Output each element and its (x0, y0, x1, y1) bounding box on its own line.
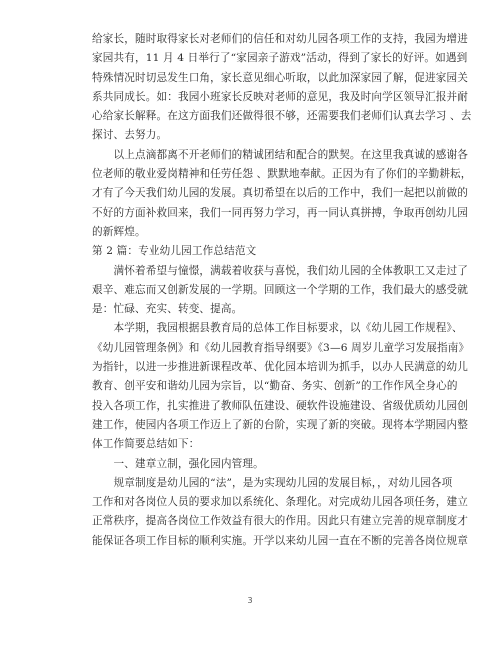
text-line: 体工作简要总结如下： (92, 438, 200, 451)
text-line: 艰辛、难忘而又创新发展的一学期。回顾这一个学期的工作，我们最大的感受就 (92, 283, 469, 296)
subsection-heading: 一、建章立制，强化园内管理。 (92, 457, 264, 470)
text-line: 的新辉煌。 (92, 225, 146, 238)
text-line: 家园共有，11 月 4 日举行了“家园亲子游戏”活动，得到了家长的好评。如遇到 (92, 52, 468, 65)
text-line: 不好的方面补救回来，我们一同再努力学习，再一同认真拼搏，争取再创幼儿园 (92, 206, 469, 219)
text-line: 《幼儿园管理条例》和《幼儿园教育指导纲要》《3—6 周岁儿童学习发展指南》 (92, 341, 470, 354)
text-line: 系共同成长。如：我园小班家长反映对老师的意见，我及时向学区领导汇报并耐 (92, 90, 469, 103)
text-line: 是：忙碌、充实、转变、提高。 (92, 303, 243, 316)
text-line: 探讨、去努力。 (92, 129, 168, 142)
text-line: 满怀着希望与憧憬，满载着收获与喜悦，我们幼儿园的全体教职工又走过了 (92, 264, 469, 277)
text-line: 特殊情况时切忌发生口角，家长意见细心听取，以此加深家园了解，促进家园关 (92, 71, 469, 84)
text-line: 正常秩序，提高各岗位工作效益有很大的作用。因此只有建立完善的规章制度才 (92, 515, 469, 528)
text-line: 心给家长解释。在这方面我们还做得很不够，还需要我们老师们认真去学习 、去 (92, 110, 472, 123)
section-heading: 第 2 篇：专业幼儿园工作总结范文 (92, 245, 257, 258)
document-body (92, 30, 472, 551)
text-line: 工作和对各岗位人员的要求加以系统化、条理化。对完成幼儿园各项任务，建立 (92, 496, 469, 509)
text-line: 投入各项工作，扎实推进了教师队伍建设、硬软件设施建设、省级优质幼儿园创 (92, 399, 469, 412)
text-line: 以上点滴都离不开老师们的精诚团结和配合的默契。在这里我真诚的感谢各 (92, 148, 469, 161)
text-line: 给家长，随时取得家长对老师们的信任和对幼儿园各项工作的支持，我园为增进 (92, 33, 469, 45)
text-line: 为指针，以进一步推进新课程改革、优化园本培训为抓手，以办人民满意的幼儿 (92, 361, 469, 374)
text-line: 位老师的敬业爱岗精神和任劳任怨 、默默地奉献。正因为有了你们的辛勤耕耘， (92, 168, 472, 181)
text-line: 才有了今天我们幼儿园的发展。真切希望在以后的工作中，我们一起把以前做的 (92, 187, 469, 200)
text-line: 能保证各项工作目标的顺利实施。开学以来幼儿园一直在不断的完善各岗位规章 (92, 534, 469, 547)
text-line: 规章制度是幼儿园的“法”，是为实现幼儿园的发展目标，，对幼儿园各项 (92, 476, 453, 489)
text-line: 本学期，我园根据县教育局的总体工作目标要求，以《幼儿园工作规程》、 (92, 322, 463, 335)
page-number: 3 (247, 596, 253, 605)
text-line: 教育、创平安和谐幼儿园为宗旨，以“勤奋、务实、创新”的工作作风全身心的 (92, 380, 458, 393)
text-line: 建工作，使园内各项工作迈上了新的台阶，实现了新的突破。现将本学期园内整 (92, 418, 469, 431)
